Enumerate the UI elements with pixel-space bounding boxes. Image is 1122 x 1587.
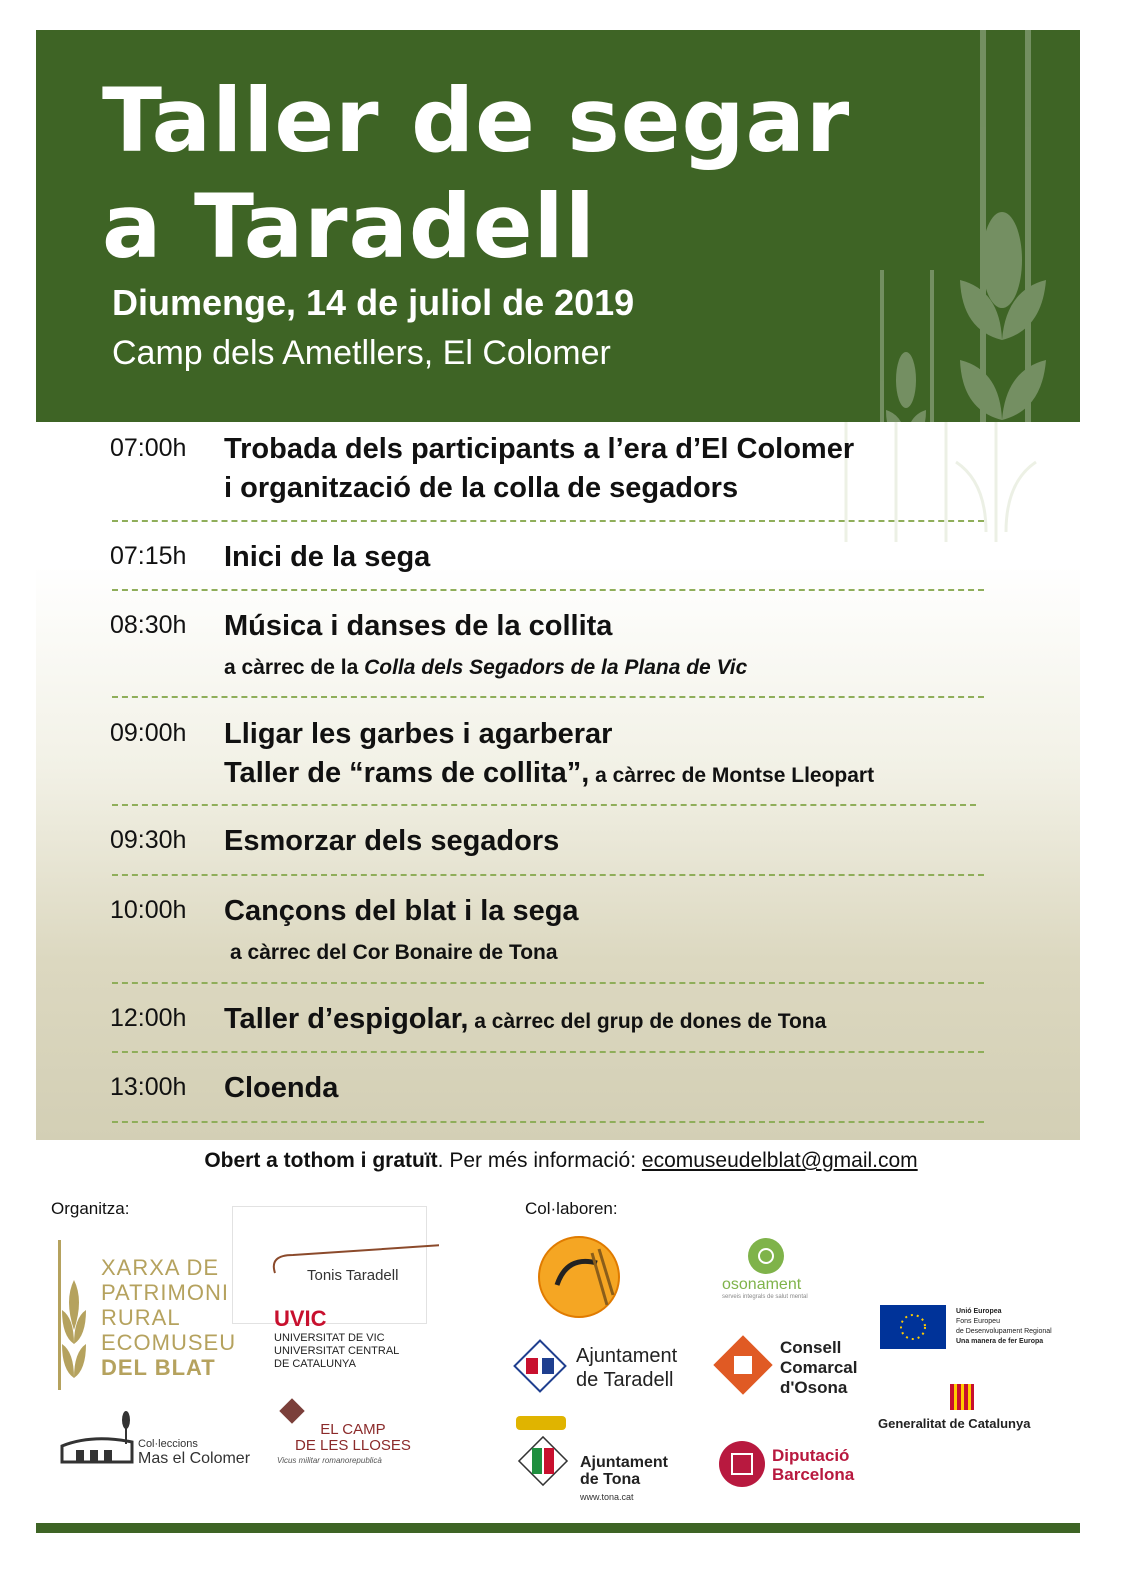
- organitza-label: Organitza:: [51, 1199, 130, 1218]
- divider: [112, 874, 984, 876]
- schedule-activity: Taller d’espigolar, a càrrec del grup de dones de Tona: [224, 1003, 827, 1035]
- wheat-fade-icon: [826, 422, 1066, 552]
- title-line-2: a Taradell: [102, 175, 596, 278]
- event-date: Diumenge, 14 de juliol de 2019: [112, 282, 635, 323]
- diputacio-emblem-icon: [718, 1440, 766, 1488]
- schedule-activity: Lligar les garbes i agarberar Taller de “rams de collita”, a càrrec de Montse Lleopart: [224, 718, 875, 789]
- email-link[interactable]: ecomuseudelblat@gmail.com: [641, 1149, 918, 1172]
- xarxa-patrimoni-logo: XARXA DE PATRIMONI RURAL ECOMUSEU DEL BLAT: [54, 1240, 254, 1400]
- wheat-icon: [54, 1240, 94, 1390]
- divider: [112, 1051, 984, 1053]
- schedule-activity: Esmorzar dels segadors: [224, 825, 560, 857]
- schedule-time: 08:30h: [110, 611, 187, 639]
- mas-el-colomer-logo: Col·leccions Mas el Colomer: [60, 1408, 260, 1474]
- camp-lloses-logo: EL CAMP DE LES LLOSES Vicus militar romanorepublicà: [277, 1396, 417, 1471]
- ajuntament-taradell-logo: Ajuntament de Taradell: [510, 1334, 690, 1400]
- ajuntament-tona-logo: Ajuntament de Tona www.tona.cat: [510, 1414, 690, 1506]
- divider: [112, 1121, 984, 1123]
- house-wheat-icon: [60, 1408, 140, 1468]
- tonis-taradell-logo: Tonis Taradell: [232, 1206, 427, 1324]
- info-line: Obert a tothom i gratuït. Per més informació: ecomuseudelblat@gmail.com: [204, 1149, 918, 1172]
- schedule-activity: Cloenda: [224, 1072, 339, 1104]
- uvic-logo: UVIC UNIVERSITAT DE VIC UNIVERSITAT CENTRAL DE CATALUNYA: [274, 1306, 400, 1370]
- collaboren-label: Col·laboren:: [525, 1199, 618, 1218]
- divider: [112, 520, 984, 522]
- consell-comarcal-logo: Consell Comarcal d'Osona: [712, 1334, 872, 1400]
- diputacio-barcelona-logo: Diputació Barcelona: [718, 1440, 868, 1492]
- divider: [112, 982, 984, 984]
- flower-icon: [744, 1236, 788, 1276]
- divider: [112, 804, 976, 806]
- page-title: [102, 68, 850, 280]
- event-place: Camp dels Ametllers, El Colomer: [112, 334, 611, 372]
- divider: [112, 696, 984, 698]
- schedule-time: 13:00h: [110, 1073, 187, 1101]
- senyera-icon: [950, 1384, 978, 1414]
- tona-shield-icon: [510, 1414, 576, 1506]
- segadors-circle-logo: [537, 1235, 621, 1319]
- schedule-activity: Cançons del blat i la sega a càrrec del Cor Bonaire de Tona: [224, 895, 579, 964]
- schedule-time: 10:00h: [110, 896, 187, 924]
- osonament-logo: osonament serveis integrals de salut mental: [722, 1236, 822, 1298]
- eu-flag-icon: [880, 1305, 946, 1349]
- program-schedule: [36, 422, 1080, 1140]
- eu-feder-logo: Unió Europea Fons Europeu de Desenvolupament Regional Una manera de fer Europa: [880, 1305, 1070, 1353]
- schedule-time: 09:00h: [110, 719, 187, 747]
- schedule-time: 07:00h: [110, 434, 187, 462]
- schedule-activity: Música i danses de la collita a càrrec de la Colla dels Segadors de la Plana de Vic: [224, 610, 748, 679]
- title-line-1: Taller de segar: [102, 69, 851, 172]
- taradell-shield-icon: [510, 1336, 570, 1396]
- bottom-bar: [36, 1523, 1080, 1533]
- header-banner: [36, 30, 1080, 422]
- consell-emblem-icon: [712, 1334, 774, 1396]
- divider: [112, 589, 984, 591]
- schedule-time: 12:00h: [110, 1004, 187, 1032]
- schedule-time: 09:30h: [110, 826, 187, 854]
- schedule-time: 07:15h: [110, 542, 187, 570]
- generalitat-logo: Generalitat de Catalunya: [878, 1384, 1058, 1434]
- schedule-activity: Inici de la sega: [224, 541, 431, 573]
- schedule-activity: Trobada dels participants a l’era d’El Colomer i organització de la colla de segadors: [224, 433, 855, 504]
